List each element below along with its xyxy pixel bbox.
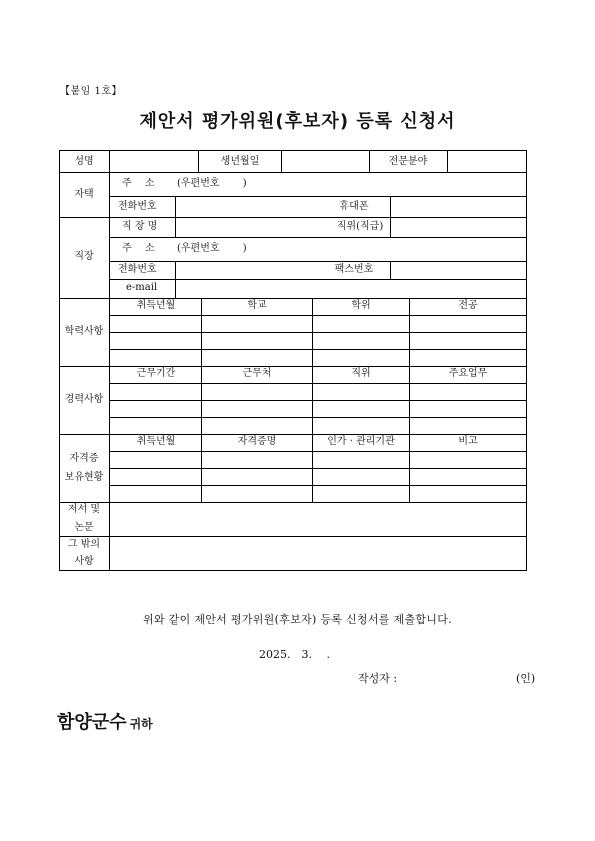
page-title: 제안서 평가위원(후보자) 등록 신청서: [139, 111, 456, 132]
mobile-label: 휴대폰: [339, 201, 369, 212]
name-label: 성명: [74, 156, 94, 167]
cert-header: 취득년월: [136, 436, 176, 447]
position-label: 직위(직급): [336, 221, 384, 232]
education-header: 학교: [247, 300, 267, 311]
home-label: 자택: [74, 189, 94, 200]
attachment-label: 【붙임 1호】: [60, 86, 123, 97]
cert-header: 비고: [458, 436, 478, 447]
work-label: 직장: [74, 251, 94, 262]
cert-header: 자격증명: [237, 436, 277, 447]
addressee: [57, 708, 153, 734]
education-header: 전공: [458, 300, 478, 311]
publications-label: 논문: [74, 522, 94, 533]
education-label: 학력사항: [64, 326, 104, 337]
submission-date: 2025. 3. .: [259, 648, 330, 661]
other-label: 그 밖의: [67, 539, 101, 550]
seal-label: (인): [516, 672, 536, 685]
work-postal-code: (우편번호 ): [177, 243, 247, 254]
career-label: 경력사항: [64, 394, 104, 405]
career-header: 근무처: [242, 368, 272, 379]
career-header: 근무기간: [136, 368, 176, 379]
career-header: 직위: [351, 368, 371, 379]
education-header: 학위: [351, 300, 371, 311]
home-phone-label: 전화번호: [118, 201, 157, 212]
cert-label: 보유현황: [64, 472, 104, 483]
other-label: 사항: [74, 556, 94, 567]
career-header: 주요업무: [448, 368, 488, 379]
application-form: [59, 150, 527, 571]
education-header: 취득년월: [136, 300, 176, 311]
submission-statement: 위와 같이 제안서 평가위원(후보자) 등록 신청서를 제출합니다.: [143, 613, 452, 626]
writer-label: 작성자 :: [358, 672, 398, 685]
specialty-label: 전문분야: [388, 156, 428, 167]
work-phone-label: 전화번호: [118, 264, 157, 275]
publications-label: 저서 및: [67, 504, 101, 515]
fax-label: 팩스번호: [334, 264, 374, 275]
home-postal-code: (우편번호 ): [177, 178, 247, 189]
addressee-name: 함양군수: [57, 712, 127, 733]
home-address-label: 주 소: [122, 178, 155, 189]
work-address-label: 주 소: [122, 243, 155, 254]
addressee-suffix: 귀하: [129, 717, 153, 731]
birth-label: 생년월일: [220, 156, 260, 167]
cert-header: 인가 · 관리기관: [327, 436, 395, 447]
email-label: e-mail: [126, 282, 158, 293]
work-name-label: 직 장 명: [122, 221, 158, 232]
cert-label: 자격증: [69, 453, 99, 464]
